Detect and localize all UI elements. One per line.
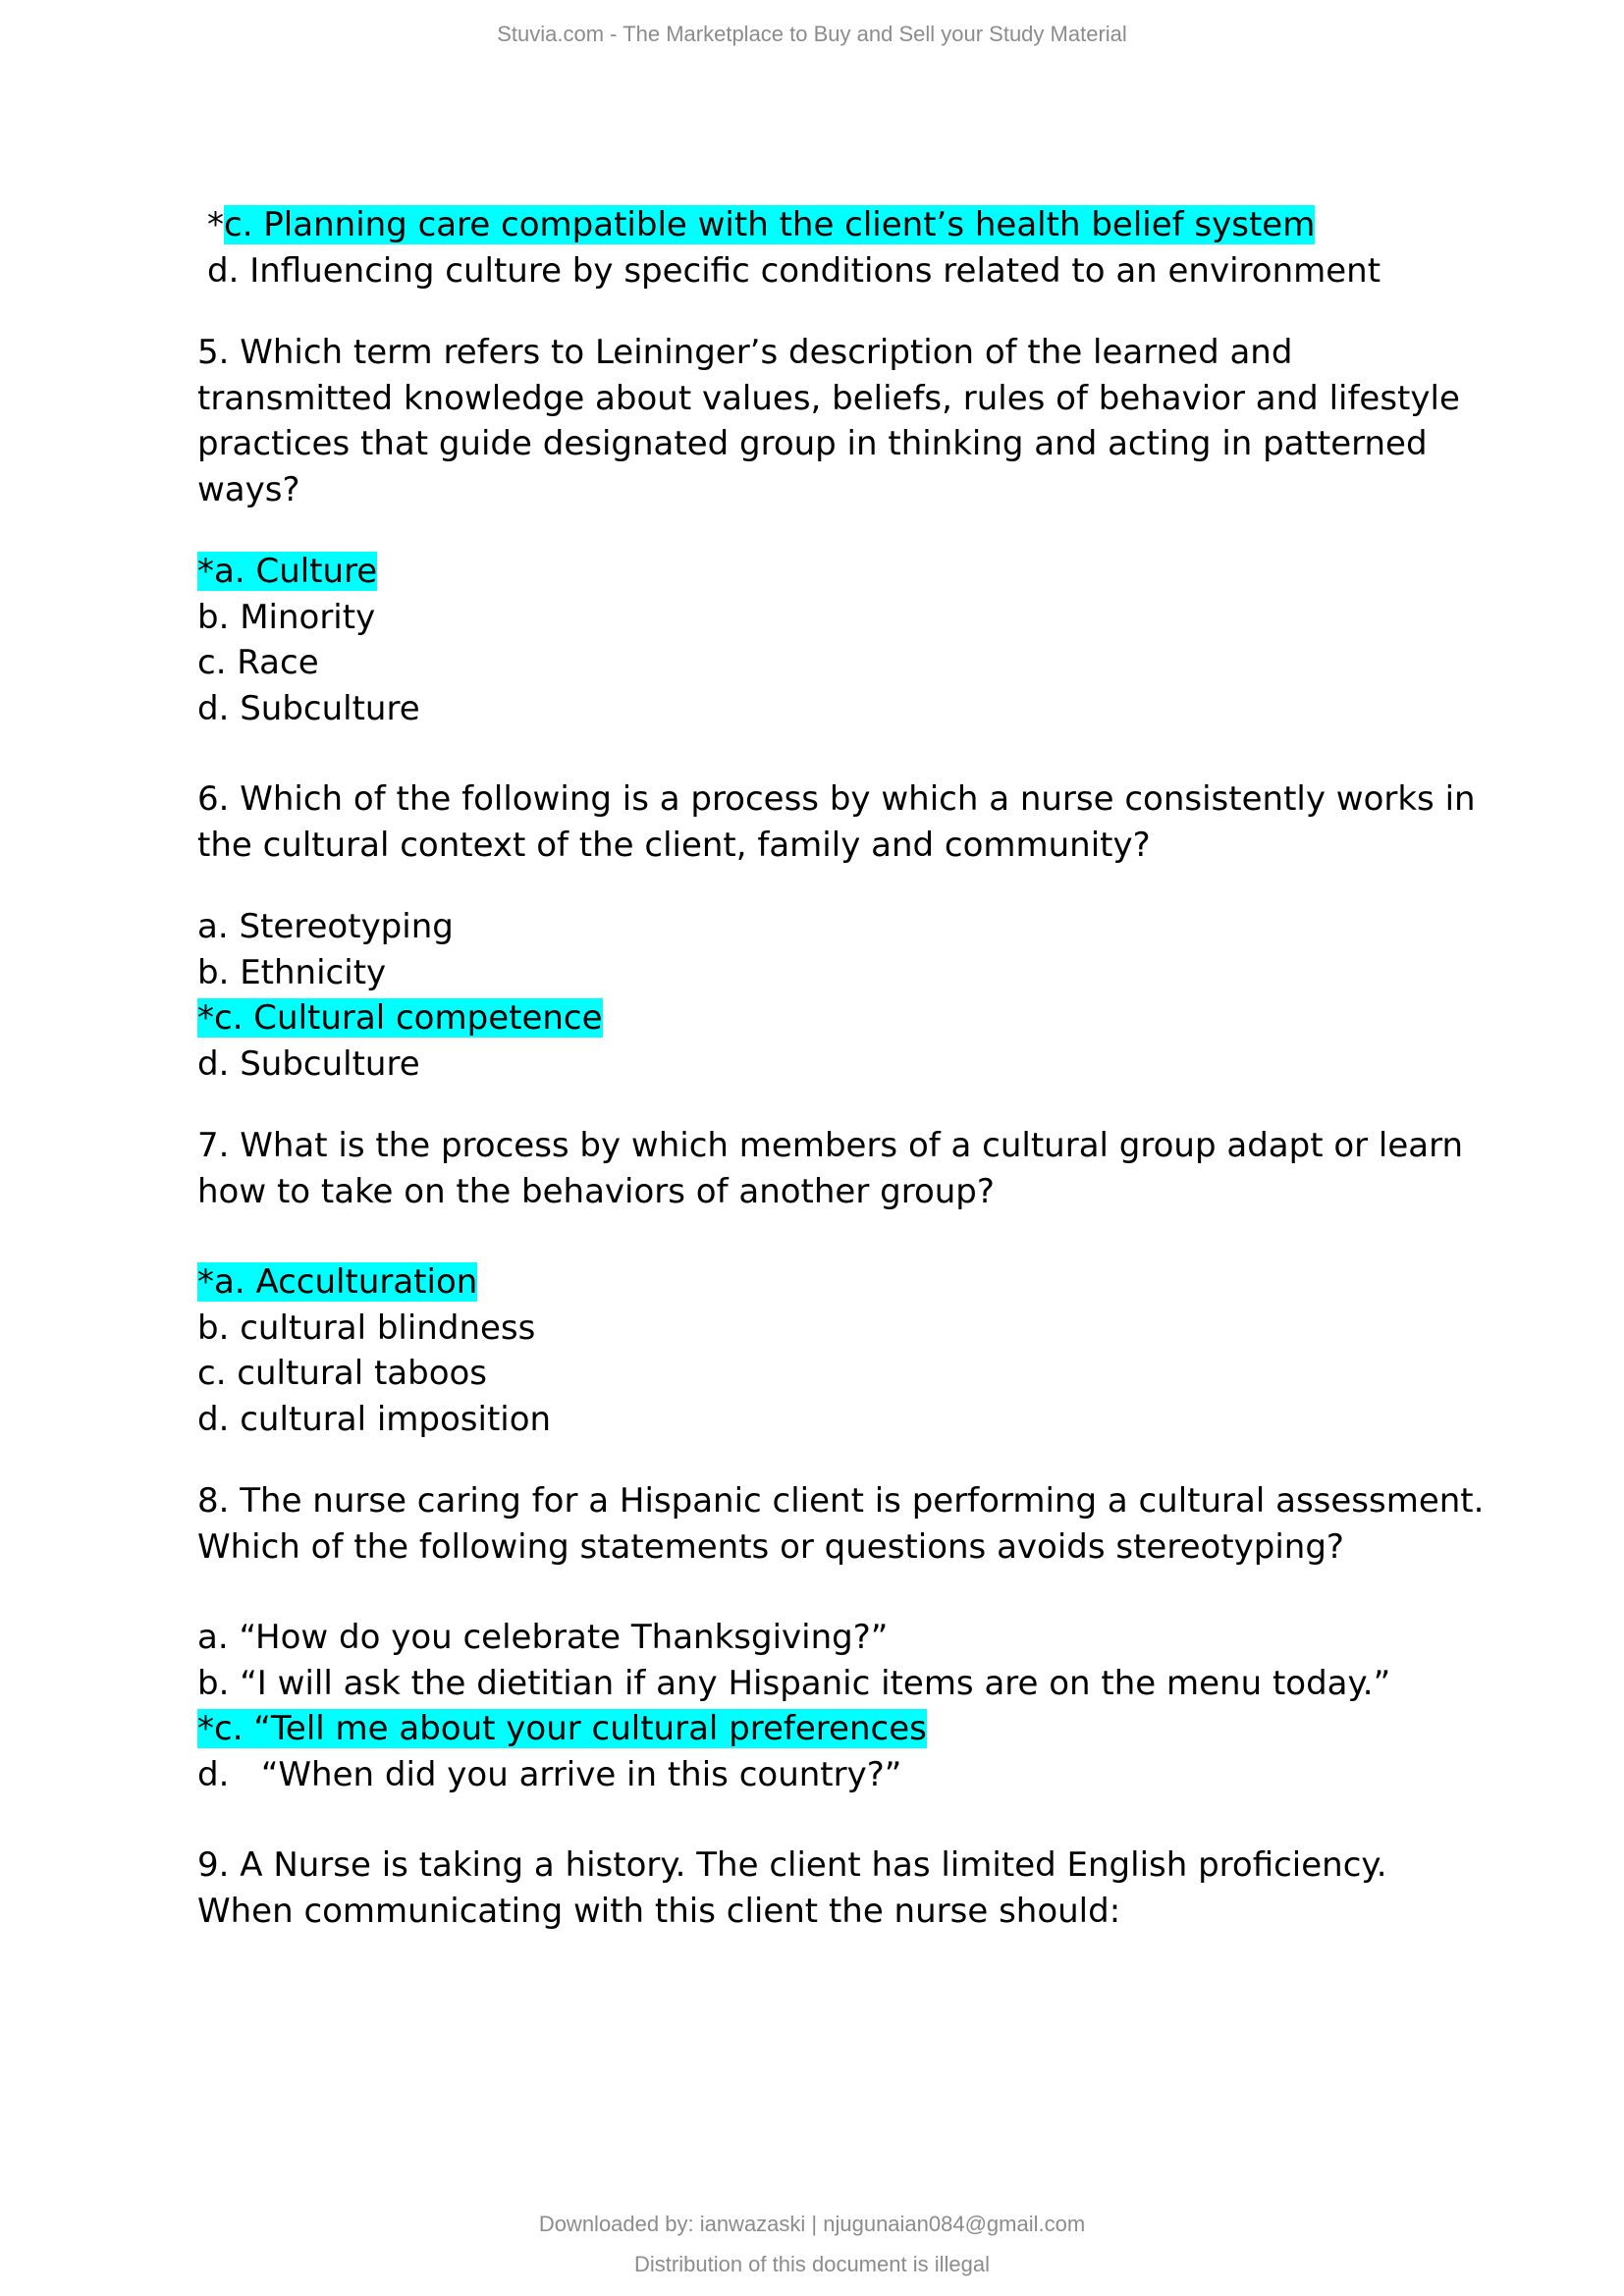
q7-option-c: c. cultural taboos — [197, 1354, 488, 1393]
q8-question-line-2: Which of the following statements or questions avoids stereotyping? — [197, 1526, 1344, 1567]
q8-option-b: b. “I will ask the dietitian if any Hispanic items are on the menu today.” — [197, 1663, 1391, 1703]
q7-option-d: d. cultural imposition — [197, 1399, 552, 1439]
q5-option-c: c. Race — [197, 643, 319, 682]
q8-option-c-text: *c. “Tell me about your cultural preferences — [197, 1709, 927, 1748]
q6-option-a: a. Stereotyping — [197, 907, 454, 946]
q5-question-line-4: ways? — [197, 469, 300, 509]
q5-question-line-1: 5. Which term refers to Leininger’s description of the learned and — [197, 333, 1293, 372]
document-body — [197, 202, 1503, 1934]
q5-option-b: b. Minority — [197, 597, 376, 637]
q4-option-c-text: c. Planning care compatible with the client’s health belief system — [224, 205, 1316, 244]
q9-question-line-1: 9. A Nurse is taking a history. The client has limited English proficiency. — [197, 1845, 1387, 1885]
q8-option-c — [197, 1706, 1503, 1752]
q6-option-d: d. Subculture — [197, 1043, 420, 1084]
q5-question-line-3: practices that guide designated group in thinking and acting in patterned — [197, 424, 1428, 463]
q9-question-line-2: When communicating with this client the nurse should: — [197, 1891, 1121, 1931]
q8-option-a: a. “How do you celebrate Thanksgiving?” — [197, 1618, 889, 1657]
q7-question-line-1: 7. What is the process by which members of a cultural group adapt or learn — [197, 1126, 1464, 1165]
q4-option-c-marker: * — [207, 205, 224, 244]
distribution-notice: Distribution of this document is illegal — [634, 2252, 990, 2276]
download-watermark: Downloaded by: ianwazaski | njugunaian084@gmail.com — [538, 2212, 1086, 2236]
q7-option-a — [197, 1259, 1503, 1306]
q5-option-a-text: *a. Culture — [197, 552, 378, 591]
site-header-watermark: Stuvia.com - The Marketplace to Buy and Sell your Study Material — [497, 22, 1127, 46]
q5-option-d: d. Subculture — [197, 688, 420, 728]
q7-option-a-text: *a. Acculturation — [197, 1262, 478, 1302]
q8-question-line-1: 8. The nurse caring for a Hispanic client is performing a cultural assessment. — [197, 1481, 1485, 1521]
q6-option-b: b. Ethnicity — [197, 952, 387, 992]
q7-question-line-2: how to take on the behaviors of another group? — [197, 1171, 995, 1211]
q6-option-c-text: *c. Cultural competence — [197, 998, 603, 1038]
q6-question-line-2: the cultural context of the client, family and community? — [197, 825, 1151, 865]
q5-question-line-2: transmitted knowledge about values, beliefs, rules of behavior and lifestyle — [197, 378, 1460, 418]
q4-option-d: d. Influencing culture by specific conditions related to an environment — [207, 250, 1381, 291]
q8-option-d: d. “When did you arrive in this country?” — [197, 1754, 902, 1794]
q4-option-c — [197, 202, 1503, 248]
q6-question-line-1: 6. Which of the following is a process by which a nurse consistently works in — [197, 779, 1476, 819]
q5-option-a — [197, 549, 1503, 595]
q7-option-b: b. cultural blindness — [197, 1308, 536, 1348]
q6-option-c — [197, 995, 1503, 1041]
